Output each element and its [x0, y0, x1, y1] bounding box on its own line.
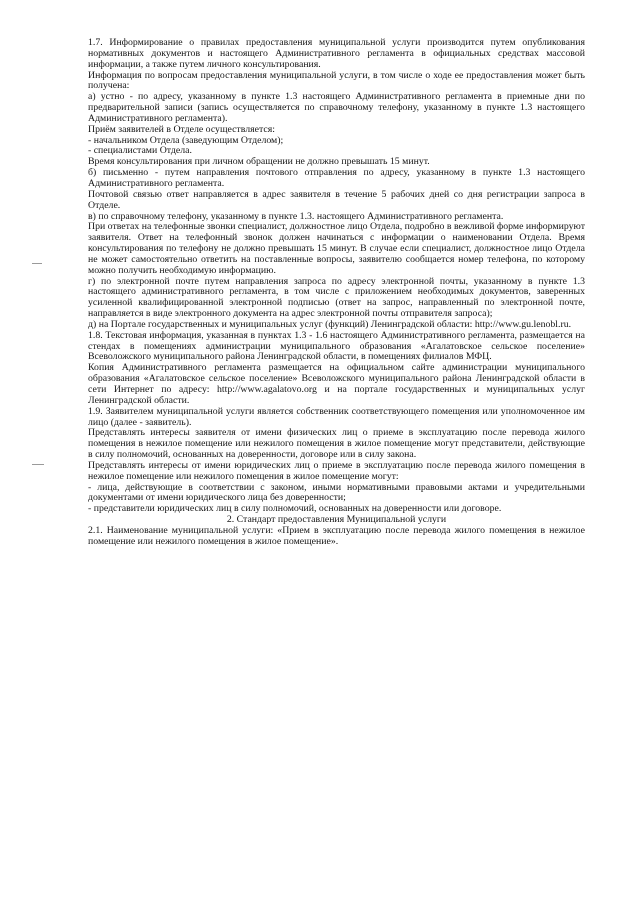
paragraph: 1.7. Информирование о правилах предоставления муниципальной услуги производится путем опубликования нормативных документов и настоящего Административного регламента в официальных средствах массовой информации, а также путем личного консультирования. — [88, 37, 585, 70]
paragraph: Представлять интересы от имени юридических лиц о приеме в эксплуатацию после перевода жилого помещения в нежилое помещение или нежилого помещения в жилое помещение могут: — [88, 459, 585, 482]
scan-margin-mark — [32, 464, 44, 465]
paragraph: - лица, действующие в соответствии с законом, иными нормативными правовыми актами и учредительными документами от имени юридического лица без доверенности; — [88, 481, 585, 504]
paragraph: д) на Портале государственных и муниципальных услуг (функций) Ленинградской области: http://www.gu.lenobl.ru. — [88, 318, 572, 330]
paragraph: 1.8. Текстовая информация, указанная в пунктах 1.3 - 1.6 настоящего Административного регламента, размещается на стендах в помещениях администрации муниципального образования «Агалатовское сельское поселение» Всеволожского муниципального района Ленинградской области, в помещениях филиалов МФЦ. — [88, 329, 585, 363]
paragraph: При ответах на телефонные звонки специалист, должностное лицо Отдела, подробно в вежливой форме информируют заявителя. Ответ на телефонный звонок должен начинаться с информации о наименовании Отдела. Время консультирования по телефону не должно превышать 15 минут. В случае если специалист, должностное лицо Отдела не может самостоятельно ответить на поставленные вопросы, заявителю сообщается номер телефона, по которому можно получить необходимую информацию. — [88, 221, 585, 276]
paragraph: а) устно - по адресу, указанному в пункте 1.3 настоящего Административного регламента в приемные дни по предварительной записи (запись осуществляется по справочному телефону, указанному в пункте 1.3 настоящего Административного регламента). — [88, 91, 585, 124]
paragraph: Информация по вопросам предоставления муниципальной услуги, в том числе о ходе ее предоставления может быть получена: — [88, 69, 585, 92]
paragraph: Почтовой связью ответ направляется в адрес заявителя в течение 5 рабочих дней со дня регистрации запроса в Отделе. — [88, 188, 585, 211]
scan-margin-mark — [32, 263, 42, 264]
section-heading: 2. Стандарт предоставления Муниципальной услуги — [226, 514, 447, 526]
paragraph: Время консультирования при личном обращении не должно превышать 15 минут. — [88, 156, 430, 168]
paragraph: Приём заявителей в Отделе осуществляется: — [88, 123, 275, 135]
paragraph: - представители юридических лиц в силу полномочий, основанных на доверенности или договоре. — [88, 503, 502, 515]
paragraph: г) по электронной почте путем направления запроса по адресу электронной почты, указанному в пункте 1.3 настоящего административного регламента, в том числе с приложением необходимых документов, заверенных усиленной квалифицированной электронной подписью (ответ на запрос, направленный по электронной почте, направляется в виде электронного документа на адрес электронной почты отправителя запроса); — [88, 275, 585, 320]
document-page — [88, 38, 585, 548]
paragraph: в) по справочному телефону, указанному в пункте 1.3. настоящего Административного регламента. — [88, 210, 504, 222]
paragraph: Копия Административного регламента размещается на официальном сайте администрации муниципального образования «Агалатовское сельское поселение» Всеволожского муниципального района Ленинградской области в сети Интернет по адресу: http://www.agalatovo.org и на портале государственных и муниципальных услуг Ленинградской области. — [88, 362, 585, 406]
paragraph: 2.1. Наименование муниципальной услуги: «Прием в эксплуатацию после перевода жилого помещения в нежилое помещение или нежилого помещения в жилое помещение». — [88, 524, 585, 547]
paragraph: - специалистами Отдела. — [88, 145, 192, 157]
paragraph: б) письменно - путем направления почтового отправления по адресу, указанному в пункте 1.3 настоящего Административного регламента. — [88, 167, 585, 189]
paragraph: 1.9. Заявителем муниципальной услуги является собственник соответствующего помещения или уполномоченное им лицо (далее - заявитель). — [88, 405, 585, 428]
paragraph: - начальником Отдела (заведующим Отделом); — [88, 134, 284, 146]
paragraph: Представлять интересы заявителя от имени физических лиц о приеме в эксплуатацию после перевода жилого помещения в нежилое помещение или нежилого помещения в жилое помещение могут представители, действующие в силу полномочий, основанных на доверенности, договоре или в силу закона. — [88, 427, 585, 461]
